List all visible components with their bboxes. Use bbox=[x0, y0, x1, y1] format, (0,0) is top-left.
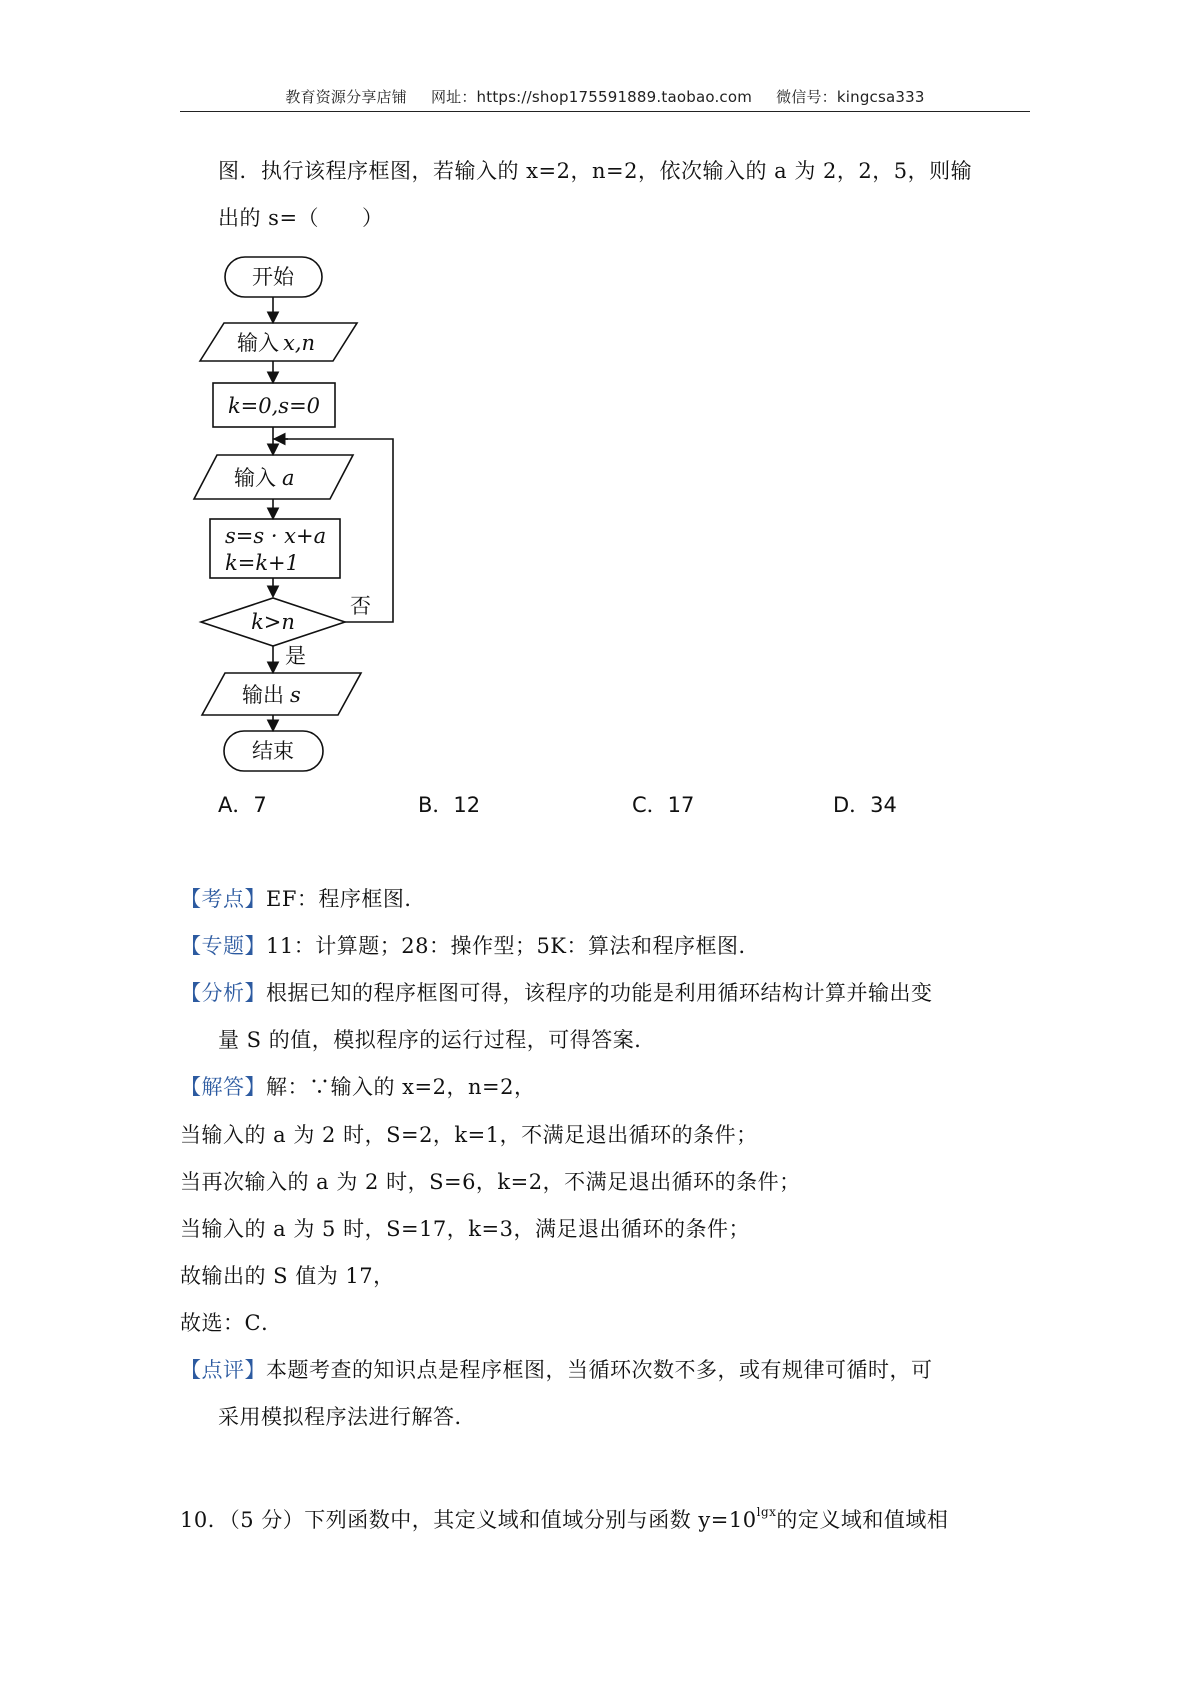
solution-step-3: 当输入的 a 为 5 时，S=17，k=3，满足退出循环的条件； bbox=[180, 1217, 750, 1241]
question-line-2: 出的 s=（ ） bbox=[218, 206, 384, 230]
zhuanti-text: 11：计算题；28：操作型；5K：算法和程序框图． bbox=[266, 934, 760, 958]
solution-step-4: 故输出的 S 值为 17， bbox=[180, 1264, 395, 1288]
svg-text:输入a bbox=[234, 466, 295, 490]
dianping-text-1: 本题考查的知识点是程序框图，当循环次数不多，或有规律可循时，可 bbox=[266, 1358, 933, 1382]
zhuanti-line bbox=[180, 931, 760, 961]
update-s-label: s=s · x+a bbox=[225, 524, 327, 548]
jieda-text: 解：∵输入的 x=2，n=2， bbox=[266, 1075, 536, 1099]
yes-label: 是 bbox=[285, 644, 306, 668]
question-line-1: 图．执行该程序框图，若输入的 x=2，n=2，依次输入的 a 为 2，2，5，则输 bbox=[218, 159, 973, 183]
page-header bbox=[180, 86, 1030, 112]
fenxi-text-1: 根据已知的程序框图可得，该程序的功能是利用循环结构计算并输出变 bbox=[266, 981, 933, 1005]
svg-text:输出s bbox=[242, 683, 301, 707]
input-xn-prefix: 输入 bbox=[237, 331, 279, 355]
jieda-line bbox=[180, 1072, 535, 1102]
header-url[interactable]: 网址：https://shop175591889.taobao.com bbox=[430, 88, 753, 106]
input-a-prefix: 输入 bbox=[234, 466, 276, 490]
dianping-line-2: 采用模拟程序法进行解答． bbox=[218, 1405, 476, 1429]
input-xn-vars: x,n bbox=[283, 331, 316, 355]
end-label: 结束 bbox=[252, 739, 294, 763]
fenxi-line-2: 量 S 的值，模拟程序的运行过程，可得答案． bbox=[218, 1028, 656, 1052]
fenxi-line-1 bbox=[180, 978, 933, 1008]
solution-step-1: 当输入的 a 为 2 时，S=2，k=1，不满足退出循环的条件； bbox=[180, 1123, 758, 1147]
next-question-line bbox=[180, 1500, 948, 1535]
output-prefix: 输出 bbox=[242, 683, 284, 707]
solution-step-2: 当再次输入的 a 为 2 时，S=6，k=2，不满足退出循环的条件； bbox=[180, 1170, 801, 1194]
kaodian-line bbox=[180, 884, 426, 914]
init-label: k=0,s=0 bbox=[227, 394, 321, 418]
kaodian-tag: 【考点】 bbox=[180, 887, 266, 911]
svg-text:输入x,n bbox=[237, 331, 315, 355]
update-k-label: k=k+1 bbox=[225, 551, 300, 575]
kaodian-text: EF：程序框图． bbox=[266, 887, 426, 911]
jieda-tag: 【解答】 bbox=[180, 1075, 266, 1099]
next-question-exponent: lgx bbox=[756, 1505, 777, 1519]
input-a-var: a bbox=[282, 466, 295, 490]
option-c: C．17 bbox=[632, 793, 695, 817]
header-wechat: 微信号：kingcsa333 bbox=[776, 88, 925, 106]
next-question-prefix: 10．（5 分）下列函数中，其定义域和值域分别与函数 y=10 bbox=[180, 1508, 757, 1532]
option-b: B．12 bbox=[418, 793, 481, 817]
no-label: 否 bbox=[350, 594, 371, 618]
zhuanti-tag: 【专题】 bbox=[180, 934, 266, 958]
output-var: s bbox=[290, 683, 301, 707]
header-shop: 教育资源分享店铺 bbox=[285, 88, 407, 106]
next-question-suffix: 的定义域和值域相 bbox=[776, 1508, 949, 1532]
fenxi-tag: 【分析】 bbox=[180, 981, 266, 1005]
header-divider bbox=[180, 111, 1030, 112]
program-flowchart bbox=[180, 245, 420, 775]
option-a: A．7 bbox=[218, 793, 267, 817]
start-label: 开始 bbox=[252, 265, 294, 289]
solution-step-5: 故选：C． bbox=[180, 1311, 283, 1335]
option-d: D．34 bbox=[833, 793, 897, 817]
dianping-tag: 【点评】 bbox=[180, 1358, 266, 1382]
dianping-line-1 bbox=[180, 1355, 933, 1385]
condition-label: k>n bbox=[251, 610, 295, 634]
